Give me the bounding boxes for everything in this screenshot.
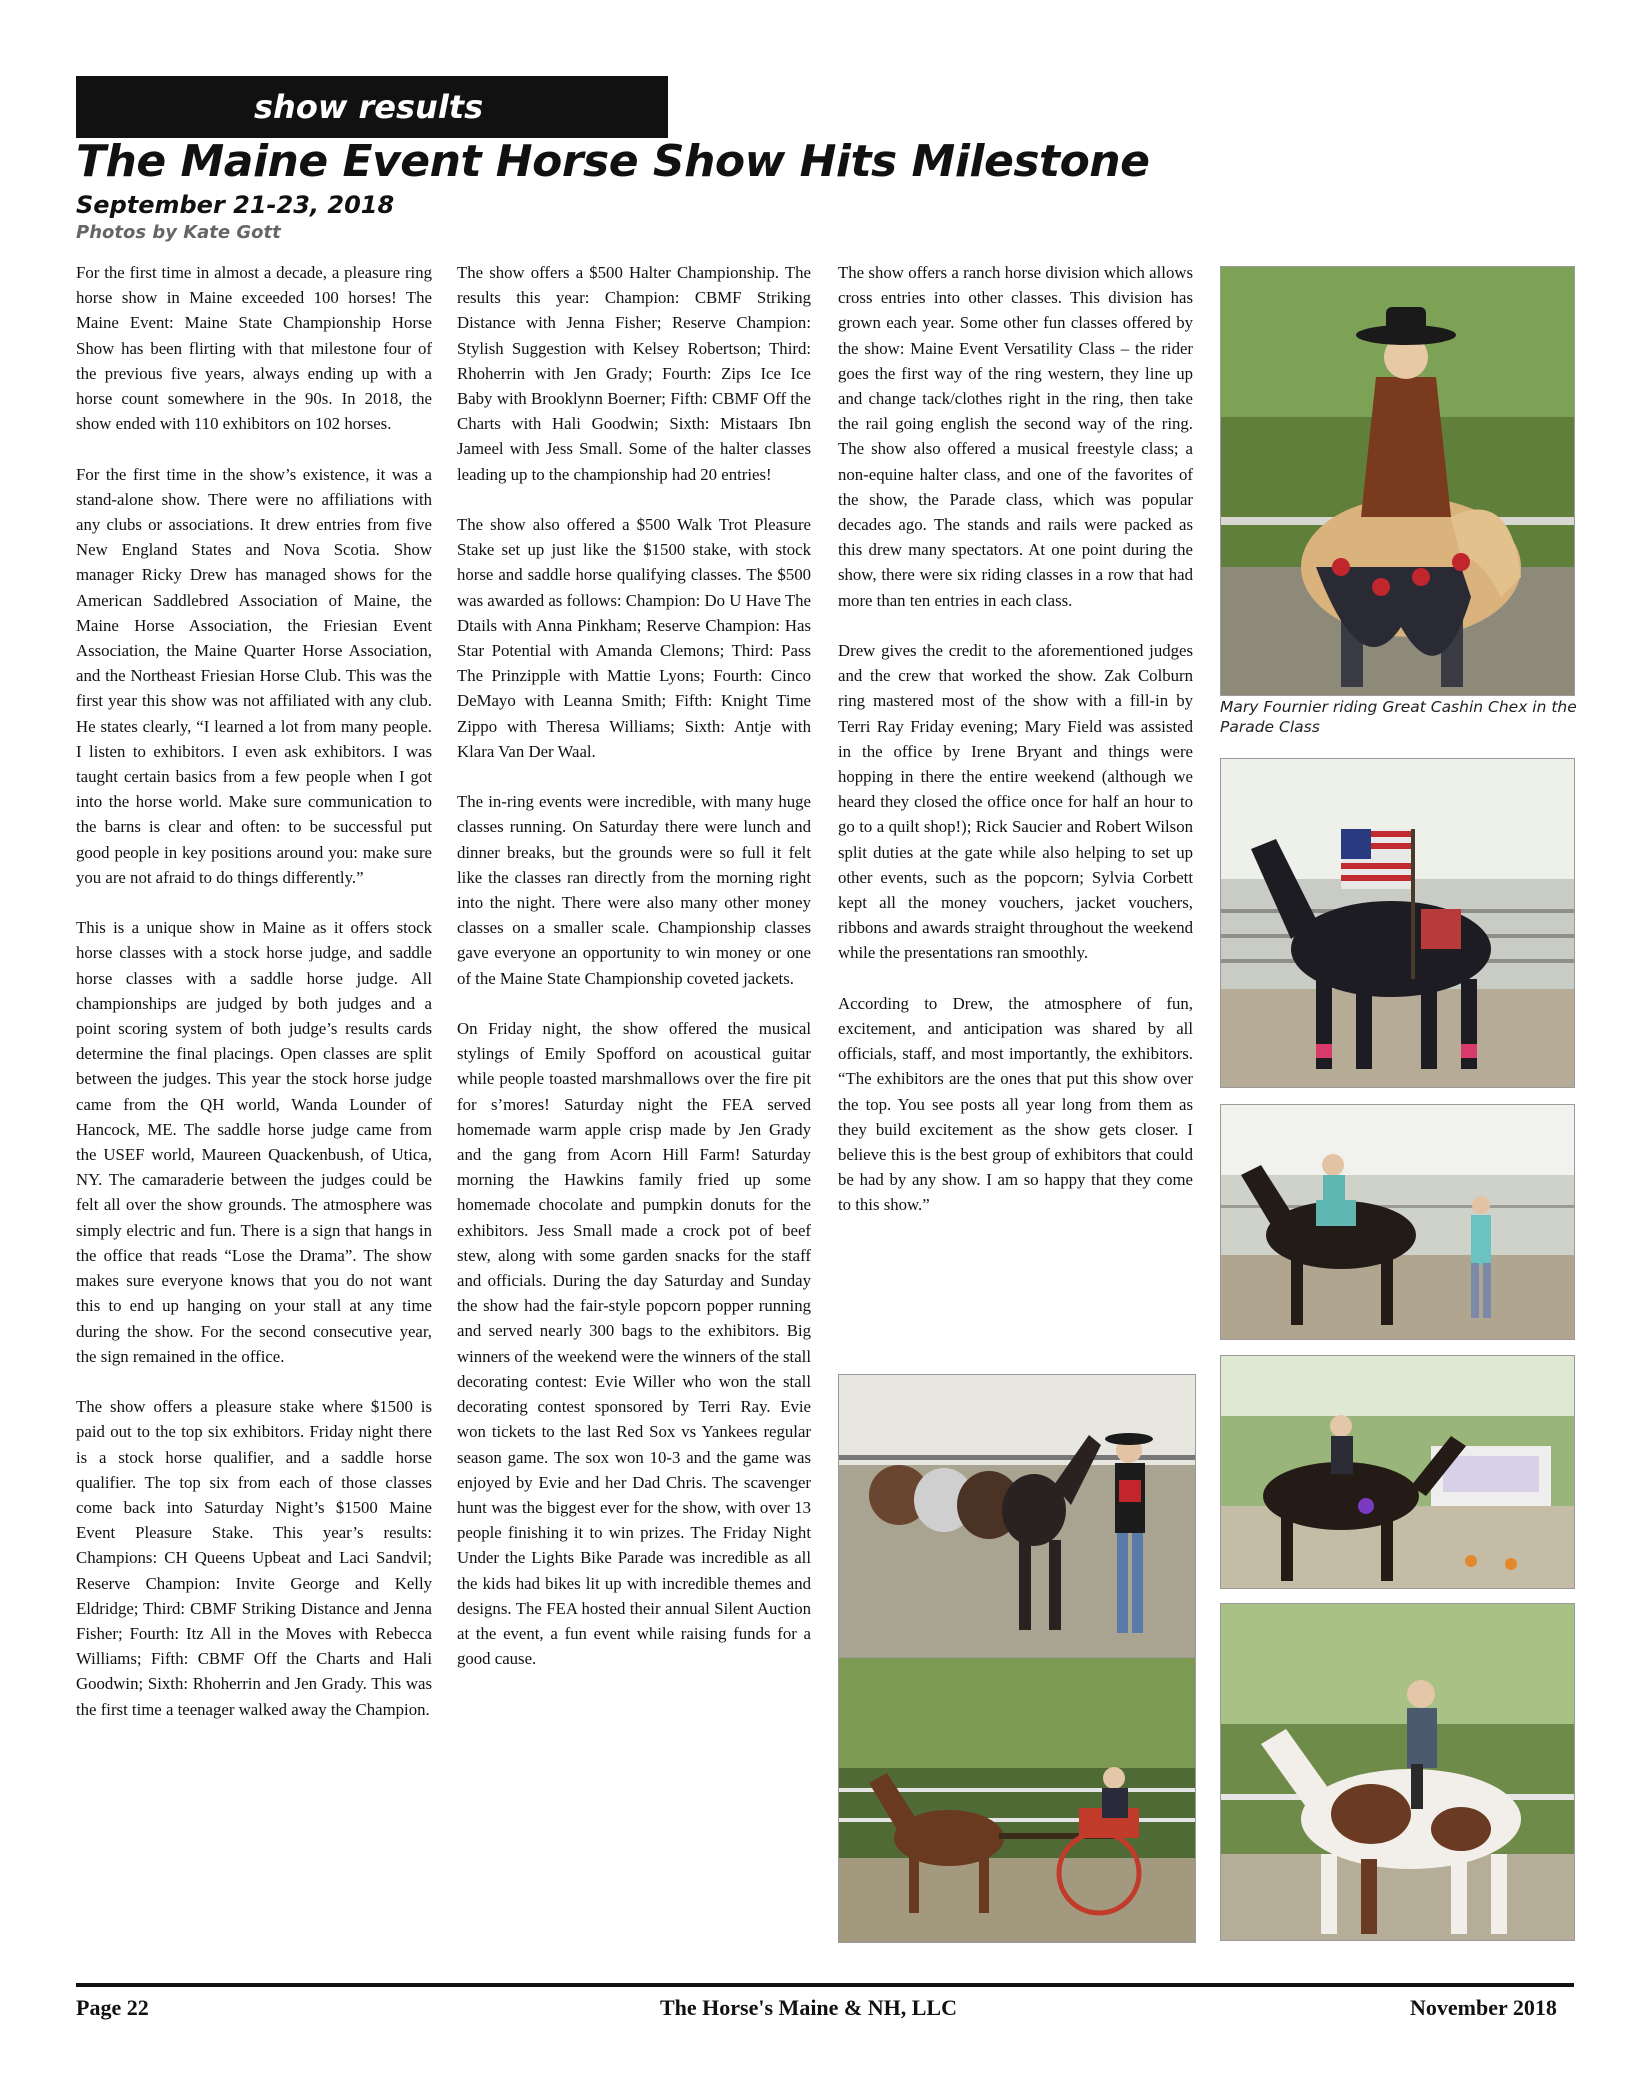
paragraph: This is a unique show in Maine as it offers stock horse classes with a stock horse judge, and saddle horse classes with a saddle horse judge. All championships are judged by both judges and a point scoring system of both judge’s results cards determine the final placings. Open classes are split between the judges. This year the stock horse judge came from the QH world, Wanda Lounder of Hancock, ME. The saddle horse judge came from the USEF world, Maureen Quackenbush, of Utica, NY. The camaraderie between the judges could be felt all over the show grounds. The atmosphere was simply electric and fun. There is a sign that hangs in the office that reads “Lose the Drama”. The show makes sure everyone knows that you do not want this to end up hanging on your stall at any time during the show. For the second consecutive year, the sign remained in the office.: [76, 918, 432, 1366]
paragraph: The show offers a ranch horse division which allows cross entries into other classes. This division has grown each year. Some other fun classes offered by the show: Maine Event Versatility Class – the rider goes the first way of the ring western, they line up and change tack/clothes right in the ring, then take the rail going english the second way of the ring. The show also offered a musical freestyle class; a non-equine halter class, and one of the favorites of the show, the Parade class, which was popular decades ago. The stands and rails were packed as this drew many spectators. At one point during the show, there were six riding classes in a row that had more than ten entries in each class.: [838, 263, 1193, 610]
article-column-2: [457, 260, 811, 1697]
paragraph: On Friday night, the show offered the musical stylings of Emily Spofford on acoustical guitar while people toasted marshmallows over the fire pit for s’mores! Saturday night the FEA served homemade warm apple crisp made by Jen Grady and the gang from Acorn Hill Farm! Saturday morning the Hawkins family fried up some homemade chocolate and pumpkin donuts for the exhibitors. Jess Small made a crock pot of beef stew, along with some garden snacks for the staff and officials. During the day Saturday and Sunday the show had the fair-style popcorn popper running and served nearly 300 bags to the exhibitors. Big winners of the weekend were the winners of the stall decorating contest: Evie Willer who won the stall decorating contest sponsored by Terri Ray. Evie won tickets to the last Red Sox vs Yankees regular season game. The sox won 10-3 and the game was enjoyed by Evie and her Dad Chris. The scavenger hunt was the biggest ever for the show, with over 13 people finishing it to win prizes. The Friday Night Under the Lights Bike Parade was incredible as all the kids had bikes lit up with incredible themes and designs. The FEA hosted their annual Silent Auction at the event, a fun event while raising funds for a good cause.: [457, 1019, 811, 1669]
paragraph: Drew gives the credit to the aforementioned judges and the crew that worked the show. Zak Colburn ring mastered most of the show with a fill-in by Terri Ray Friday evening; Mary Field was assisted in the office by Irene Bryant and things were hopping in there the entire weekend (although we heard they closed the office once for half an hour to go to a quilt shop!); Rick Saucier and Robert Wilson split duties at the gate while also helping to set up other events, such as the popcorn; Sylvia Corbett kept all the money vouchers, jacket vouchers, ribbons and awards straight throughout the weekend while the presentations ran smoothly.: [838, 641, 1193, 963]
issue-date: November 2018: [1410, 1995, 1557, 2020]
page-number: Page 22: [76, 1995, 149, 2020]
paragraph: The show offers a pleasure stake where $1500 is paid out to the top six exhibitors. Friday night there is a stock horse qualifier, and a saddle horse qualifier. The top six from each of those classes come back into Saturday Night’s $1500 Maine Event Pleasure Stake. This year’s results: Champions: CH Queens Upbeat and Laci Sandvil; Reserve Champion: Invite George and Kelly Eldridge; Third: CBMF Striking Distance and Jenna Fisher; Fourth: Itz All in the Moves with Rebecca Williams; Fifth: CBMF Off the Charts and Hali Goodwin; Sixth: Rhoherrin and Jen Grady. This was the first time a teenager walked away the Champion.: [76, 1397, 432, 1719]
photo-youth-rider: [1220, 1104, 1575, 1340]
photo-flag-rider: [1220, 758, 1575, 1088]
article-column-1: [76, 260, 432, 1747]
paragraph: The show also offered a $500 Walk Trot Pleasure Stake set up just like the $1500 stake, with stock horse and saddle horse qualifying classes. The $500 was awarded as follows: Champion: Do U Have The Dtails with Anna Pinkham; Reserve Champion: Has Star Potential with Amanda Clemons; Third: Pass The Prinzipple with Mattie Lyons; Fourth: Cinco DeMayo with Leanna Smith; Fifth: Knight Time Zippo with Theresa Williams; Sixth: Antje with Klara Van Der Waal.: [457, 515, 811, 761]
article-headline: The Maine Event Horse Show Hits Milestone: [76, 136, 1150, 187]
paragraph: The in-ring events were incredible, with many huge classes running. On Saturday there were lunch and dinner breaks, but the grounds were so full it felt like the classes ran directly from the morning right into the night. There were also many other money classes on a smaller scale. Championship classes gave everyone an opportunity to win money or one of the Maine State Championship coveted jackets.: [457, 792, 811, 988]
publication-name: The Horse's Maine & NH, LLC: [660, 1995, 957, 2020]
section-banner: show results: [76, 76, 668, 138]
photo-parade-class: [1220, 266, 1575, 696]
photo-caption: Mary Fournier riding Great Cashin Chex in the Parade Class: [1220, 698, 1577, 736]
dateline: September 21-23, 2018: [76, 191, 395, 219]
paragraph: For the first time in the show’s existence, it was a stand-alone show. There were no affiliations with any clubs or associations. It drew entries from five New England States and Nova Scotia. Show manager Ricky Drew has managed shows for the American Saddlebred Association of Maine, the Maine Horse Association, the Friesian Event Association, the Maine Quarter Horse Association, and the Northeast Friesian Horse Club. This was the first year this show was not affiliated with any club. He states clearly, “I learned a lot from many people. I listen to exhibitors. I even ask exhibitors. I was taught certain basics from a few people when I got into the horse world. Make sure communication to the barns is clear and often: to be successful put good people in key positions around you: make sure you are not afraid to do things differently.”: [76, 464, 432, 887]
photo-pinto-rider: [1220, 1603, 1575, 1941]
photo-pony-cart: [838, 1657, 1196, 1943]
paragraph: For the first time in almost a decade, a pleasure ring horse show in Maine exceeded 100 horses! The Maine Event: Maine State Championship Horse Show has been flirting with that milestone four of the previous five years, always ending up with a horse count somewhere in the 90s. In 2018, the show ended with 110 exhibitors on 102 horses.: [76, 263, 432, 434]
article-column-3: [838, 260, 1193, 1243]
photo-halter-lineup: [838, 1374, 1196, 1662]
footer-rule: [76, 1983, 1574, 1987]
paragraph: According to Drew, the atmosphere of fun, excitement, and anticipation was shared by all officials, staff, and most importantly, the exhibitors. “The exhibitors are the ones that put this show over the top. You see posts all year long from them as they build excitement as the show gets closer. I believe this is the best group of exhibitors that could be had by any show. I am so happy that they come to this show.”: [838, 993, 1193, 1215]
photo-credit: Photos by Kate Gott: [76, 222, 281, 243]
photo-child-rider: [1220, 1355, 1575, 1589]
paragraph: The show offers a $500 Halter Championship. The results this year: Champion: CBMF Striking Distance with Jenna Fisher; Reserve Champion: Stylish Suggestion with Kelsey Robertson; Third: Rhoherrin with Jen Grady; Fourth: Zips Ice Ice Baby with Brooklynn Boerner; Fifth: CBMF Off the Charts with Hali Goodwin; Sixth: Mistaars Ibn Jameel with Jess Small. Some of the halter classes leading up to the championship had 20 entries!: [457, 263, 811, 484]
